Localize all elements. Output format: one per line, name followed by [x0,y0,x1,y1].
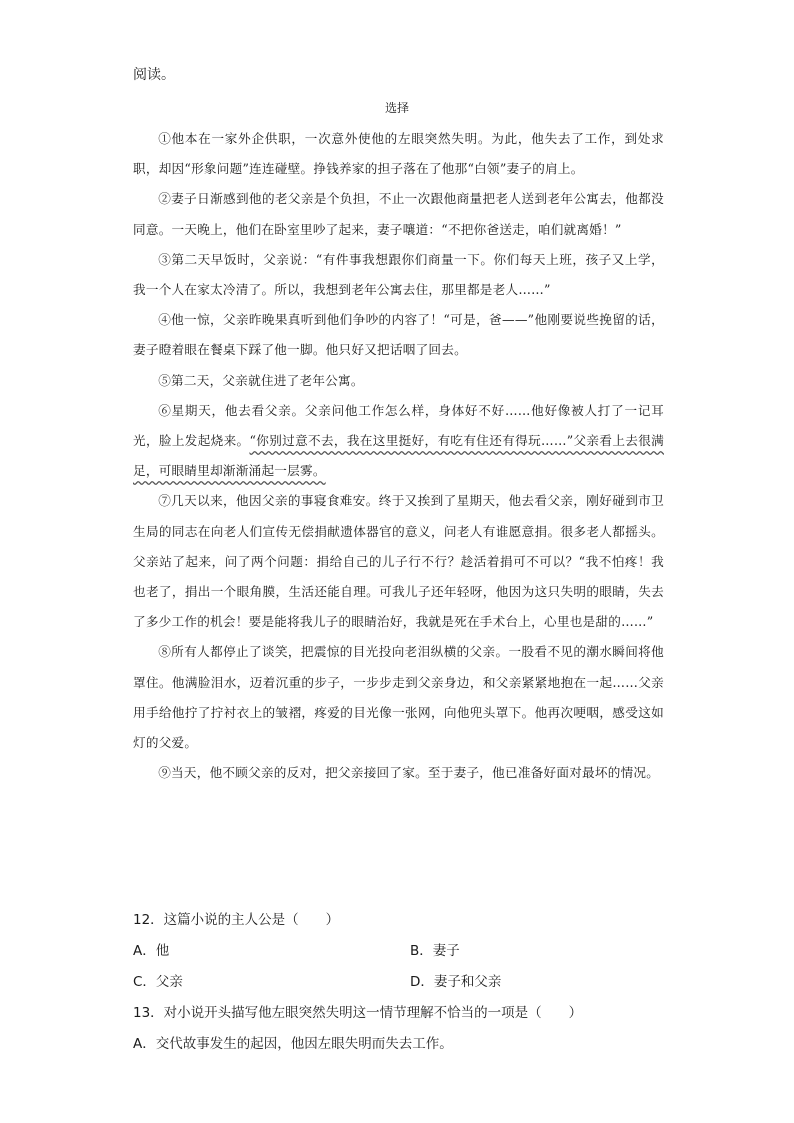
intro-text: 阅读。 [133,67,175,83]
question-12-option-b[interactable]: B．妻子 [410,943,460,959]
article-title: 选择 [384,101,409,115]
question-13-stem: 13．对小说开头描写他左眼突然失明这一情节理解不恰当的一项是（ ） [133,1005,583,1021]
paragraph-5: ⑤第二天，父亲就住进了老年公寓。 [158,372,364,388]
paragraph-6 [133,396,664,487]
question-12-stem: 12．这篇小说的主人公是（ ） [133,912,340,928]
paragraph-4: ④他一惊，父亲昨晚果真听到他们争吵的内容了！“可是，爸——”他刚要说些挽留的话，妻子瞪着眼在餐桌下踩了他一脚。他只好又把话咽了回去。 [133,312,664,358]
question-12-option-c[interactable]: C．父亲 [133,974,183,990]
question-12-options-row-2 [133,967,664,998]
paragraph-2: ②妻子日渐感到他的老父亲是个负担，不止一次跟他商量把老人送到老年公寓去，他都没同意。一天晚上，他们在卧室里吵了起来，妻子嚷道：“不把你爸送走，咱们就离婚！” [133,191,664,237]
article-body [133,124,664,788]
paragraph-3: ③第二天早饭时，父亲说：“有件事我想跟你们商量一下。你们每天上班，孩子又上学，我一个人在家太冷清了。所以，我想到老年公寓去住，那里都是老人……” [133,251,664,298]
paragraph-9: ⑨当天，他不顾父亲的反对，把父亲接回了家。至于妻子，他已准备好面对最坏的情况。 [158,765,660,781]
question-13-option-a[interactable]: A．交代故事发生的起因，他因左眼失明而失去工作。 [133,1036,453,1052]
questions-section [133,905,664,1060]
question-12-option-d[interactable]: D．妻子和父亲 [410,974,502,990]
wavy-underlined-text: “你别过意不去，我在这里挺好，有吃有住还有得玩……”父亲看上去很满足，可眼睛里却渐渐涌起一层雾。 [133,433,664,479]
paragraph-6-text: ⑥星期天，他去看父亲。父亲问他工作怎么样，身体好不好……他好像被人打了一记耳光，脸上发起烧来。 [133,402,664,449]
paragraph-8: ⑧所有人都停止了谈笑，把震惊的目光投向老泪纵横的父亲。一股看不见的潮水瞬间将他罩住。他满脸泪水，迈着沉重的步子，一步步走到父亲身边，和父亲紧紧地抱在一起……父亲用手给他拧了拧衬衣上的皱褶，疼爱的目光像一张网，向他兜头罩下。他再次哽咽，感受这如灯的父爱。 [133,644,664,751]
question-12-options-row-1 [133,936,664,967]
paragraph-7: ⑦几天以来，他因父亲的事寝食难安。终于又挨到了星期天，他去看父亲，刚好碰到市卫生局的同志在向老人们宣传无偿捐献遗体器官的意义，问老人有谁愿意捐。很多老人都摇头。父亲站了起来，问了两个问题：捐给自己的儿子行不行？趁活着捐可不可以？“我不怕疼！我也老了，捐出一个眼角膜，生活还能自理。可我儿子还年轻呀，他因为这只失明的眼睛，失去了多少工作的机会！要是能将我儿子的眼睛治好，我就是死在手术台上，心里也是甜的……” [133,493,664,630]
paragraph-1: ①他本在一家外企供职，一次意外使他的左眼突然失明。为此，他失去了工作，到处求职，却因“形象问题”连连碰壁。挣钱养家的担子落在了他那“白领”妻子的肩上。 [133,131,664,177]
question-12-option-a[interactable]: A．他 [133,943,170,959]
